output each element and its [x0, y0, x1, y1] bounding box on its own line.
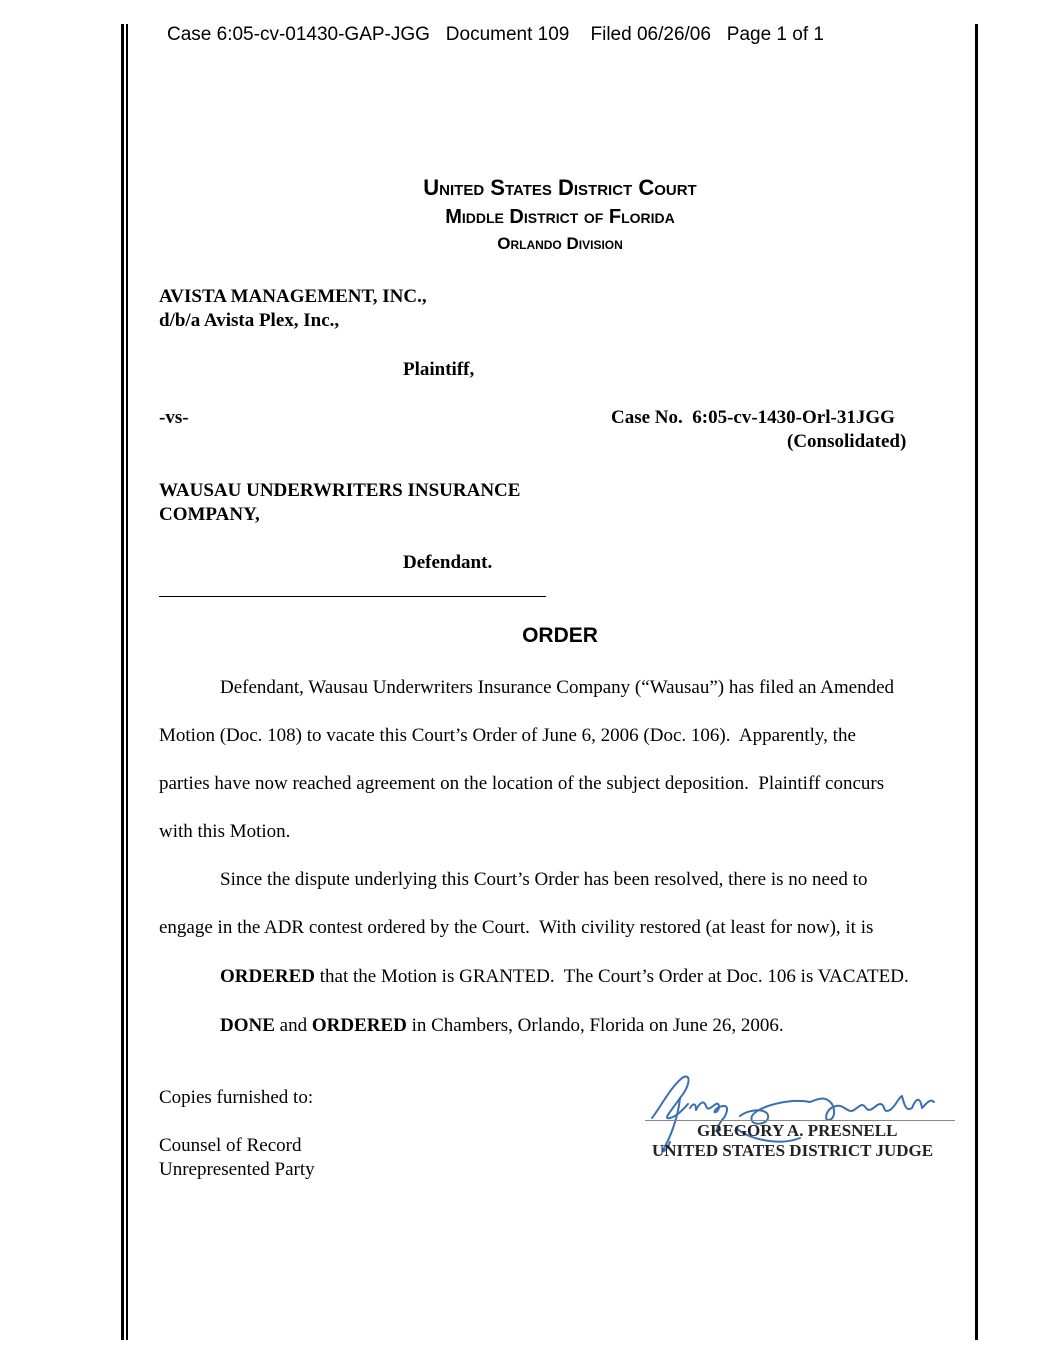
defendant-name-line2: COMPANY,	[159, 504, 260, 525]
ordered-keyword: ORDERED	[220, 966, 316, 987]
plaintiff-name: AVISTA MANAGEMENT, INC.,	[159, 286, 427, 307]
copies-item: Counsel of Record	[159, 1135, 302, 1156]
paragraph-1-line-3: parties have now reached agreement on the location of the subject deposition. Plaintiff concurs	[159, 773, 885, 794]
copies-label: Copies furnished to:	[159, 1087, 314, 1108]
court-name: United States District Court	[423, 175, 697, 200]
done-keyword: DONE	[220, 1015, 275, 1036]
and-text: and	[274, 1015, 312, 1036]
case-number-caption: Case No. 6:05-cv-1430-Orl-31JGG	[611, 407, 895, 428]
document-number: Document 109	[445, 24, 570, 45]
done-text: in Chambers, Orlando, Florida on June 26, 2006.	[406, 1015, 784, 1036]
caption-divider	[159, 596, 546, 597]
order-title: ORDER	[522, 624, 598, 647]
plaintiff-dba: d/b/a Avista Plex, Inc.,	[159, 310, 340, 331]
done-ordered-paragraph	[220, 1015, 784, 1037]
judge-title: UNITED STATES DISTRICT JUDGE	[652, 1141, 934, 1160]
consolidated-label: (Consolidated)	[787, 431, 907, 452]
paragraph-2-line-1: Since the dispute underlying this Court’s Order has been resolved, there is no need to	[220, 869, 868, 890]
defendant-label: Defendant.	[403, 552, 493, 573]
defendant-name-line1: WAUSAU UNDERWRITERS INSURANCE	[159, 480, 521, 501]
judge-name: GREGORY A. PRESNELL	[697, 1121, 898, 1140]
paragraph-1-line-1: Defendant, Wausau Underwriters Insurance Company (“Wausau”) has filed an Amended	[220, 677, 895, 698]
versus: -vs-	[159, 407, 189, 428]
court-division: Orlando Division	[497, 234, 623, 253]
court-district: Middle District of Florida	[445, 206, 675, 228]
paragraph-1-line-2: Motion (Doc. 108) to vacate this Court’s Order of June 6, 2006 (Doc. 106). Apparently, the	[159, 725, 856, 746]
ordered-paragraph	[220, 966, 909, 988]
paragraph-2-line-2: engage in the ADR contest ordered by the Court. With civility restored (at least for now), it is	[159, 917, 874, 938]
ordered-text: that the Motion is GRANTED. The Court’s Order at Doc. 106 is VACATED.	[315, 966, 909, 987]
ordered-keyword-2: ORDERED	[311, 1015, 407, 1036]
copies-item: Unrepresented Party	[159, 1159, 315, 1180]
paragraph-1-line-4: with this Motion.	[159, 821, 291, 842]
filing-header	[167, 24, 824, 46]
plaintiff-label: Plaintiff,	[403, 359, 475, 380]
case-number: Case 6:05-cv-01430-GAP-JGG	[167, 24, 430, 45]
page-count: Page 1 of 1	[726, 24, 824, 45]
filed-date: Filed 06/26/06	[590, 24, 711, 45]
